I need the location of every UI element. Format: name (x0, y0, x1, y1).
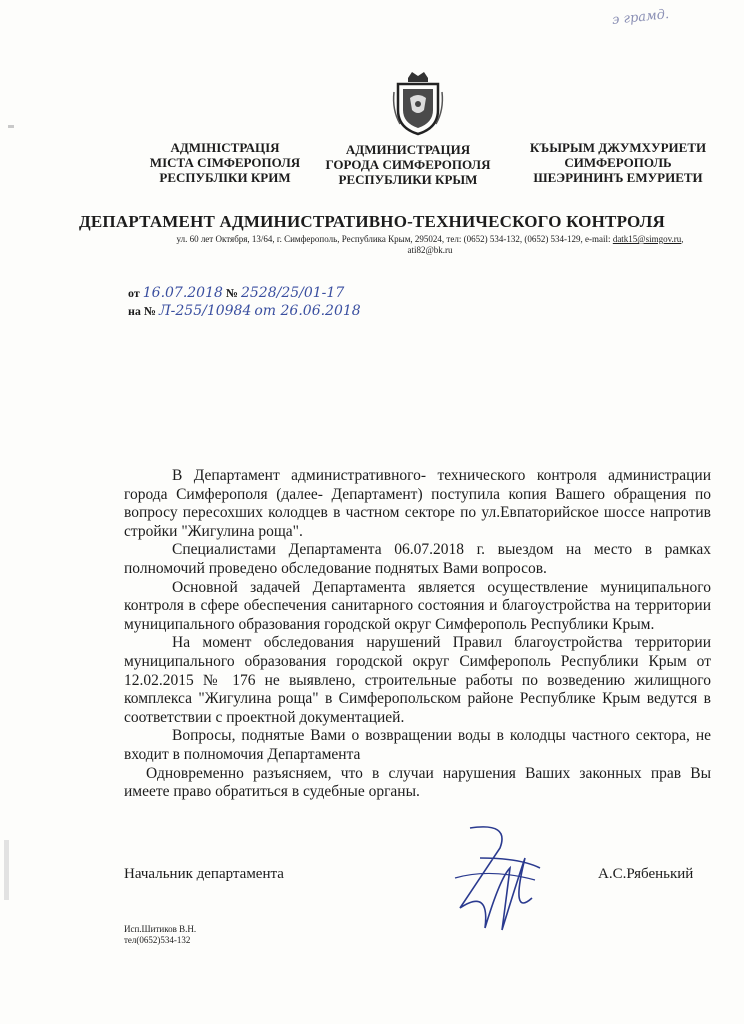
outgoing-reference (128, 284, 361, 302)
header-line: ГОРОДА СИМФЕРОПОЛЯ (325, 157, 491, 172)
number-label: № (225, 286, 238, 300)
executor-name: Исп.Шитиков В.Н. (124, 924, 197, 934)
executor-phone: тел(0652)534-132 (124, 935, 191, 945)
header-russian (318, 142, 498, 187)
paragraph: В Департамент административного- технического контроля администрации города Симферополя (далее- Департамент) поступила копия Вашего обращения по вопросу пересохших колодцев в частном секторе по ул.Евпаторийское шоссе напротив стройки "Жигулина роща". (124, 467, 711, 540)
header-ukrainian (140, 140, 310, 185)
header-line: АДМИНИСТРАЦИЯ (345, 142, 471, 157)
email-link-secondary[interactable]: ati82@bk.ru (407, 245, 453, 255)
outgoing-number: 2528/25/01-17 (240, 285, 345, 301)
header-crimean-tatar (520, 140, 716, 185)
crimea-emblem-icon (390, 70, 446, 136)
executor-info (124, 924, 196, 946)
department-address: ул. 60 лет Октября, 13/64, г. Симферополь, Республика Крым, 295024, тел: (0652) 534-132, (0652) 534-129, e-mail: datk15@simgov.ru, ati82@bk.ru (176, 234, 684, 255)
reference-block (128, 284, 361, 320)
paragraph: Основной задачей Департамента является осуществление муниципального контроля в сфере обеспечения санитарного состояния и благоустройства на территории муниципального образования городской округ Симферополь Республики Крым. (124, 578, 711, 633)
header-line: СИМФЕРОПОЛЬ (564, 155, 672, 170)
signatory-position: Начальник департамента (124, 866, 284, 882)
header-line: МІСТА СІМФЕРОПОЛЯ (149, 155, 301, 170)
header-line: РЕСПУБЛИКИ КРЫМ (338, 172, 478, 187)
corner-handwritten-note: э грамд. (611, 7, 670, 28)
incoming-number: Л-255/10984 (158, 303, 252, 319)
from-label: от (128, 286, 140, 300)
handwritten-signature-icon (440, 818, 550, 936)
scan-mark (8, 125, 14, 128)
address-text: ул. 60 лет Октября, 13/64, г. Симферополь, Республика Крым, 295024, тел: (0652) 534-132, (0652) 534-129, e-mail: (176, 234, 613, 244)
paragraph: Специалистами Департамента 06.07.2018 г. выездом на место в рамках полномочий проведено обследование поднятых Вами вопросов. (124, 541, 711, 577)
outgoing-date: 16.07.2018 (142, 285, 223, 301)
incoming-date: от 26.06.2018 (254, 303, 361, 319)
signatory-name: А.С.Рябенький (598, 866, 694, 882)
letter-body (124, 467, 711, 802)
incoming-reference (128, 302, 361, 320)
scan-mark (4, 840, 9, 900)
paragraph: На момент обследования нарушений Правил благоустройства территории муниципального образования городской округ Симферополь Республики Крым от 12.02.2015 № 176 не выявлено, строительные работы по возведению жилищного комплекса "Жигулина роща" в Симферопольском районе Республике Крым ведутся в соответствии с проектной документацией. (124, 634, 711, 726)
department-title: ДЕПАРТАМЕНТ АДМИНИСТРАТИВНО-ТЕХНИЧЕСКОГО КОНТРОЛЯ (79, 212, 665, 231)
on-number-label: на № (128, 304, 156, 318)
paragraph: Одновременно разъясняем, что в случаи нарушения Ваших законных прав Вы имеете право обратиться в судебные органы. (124, 764, 711, 801)
paragraph: Вопросы, поднятые Вами о возвращении воды в колодцы частного сектора, не входит в полномочия Департамента (124, 727, 711, 763)
email-link[interactable]: datk15@simgov.ru (612, 234, 682, 244)
header-line: КЪЫРЫМ ДЖУМХУРИЕТИ (529, 140, 707, 155)
header-line: АДМІНІСТРАЦІЯ (170, 140, 280, 155)
header-line: РЕСПУБЛІКИ КРИМ (159, 170, 291, 185)
header-line: ШЕЭРИНИНЪ ЕМУРИЕТИ (533, 170, 703, 185)
